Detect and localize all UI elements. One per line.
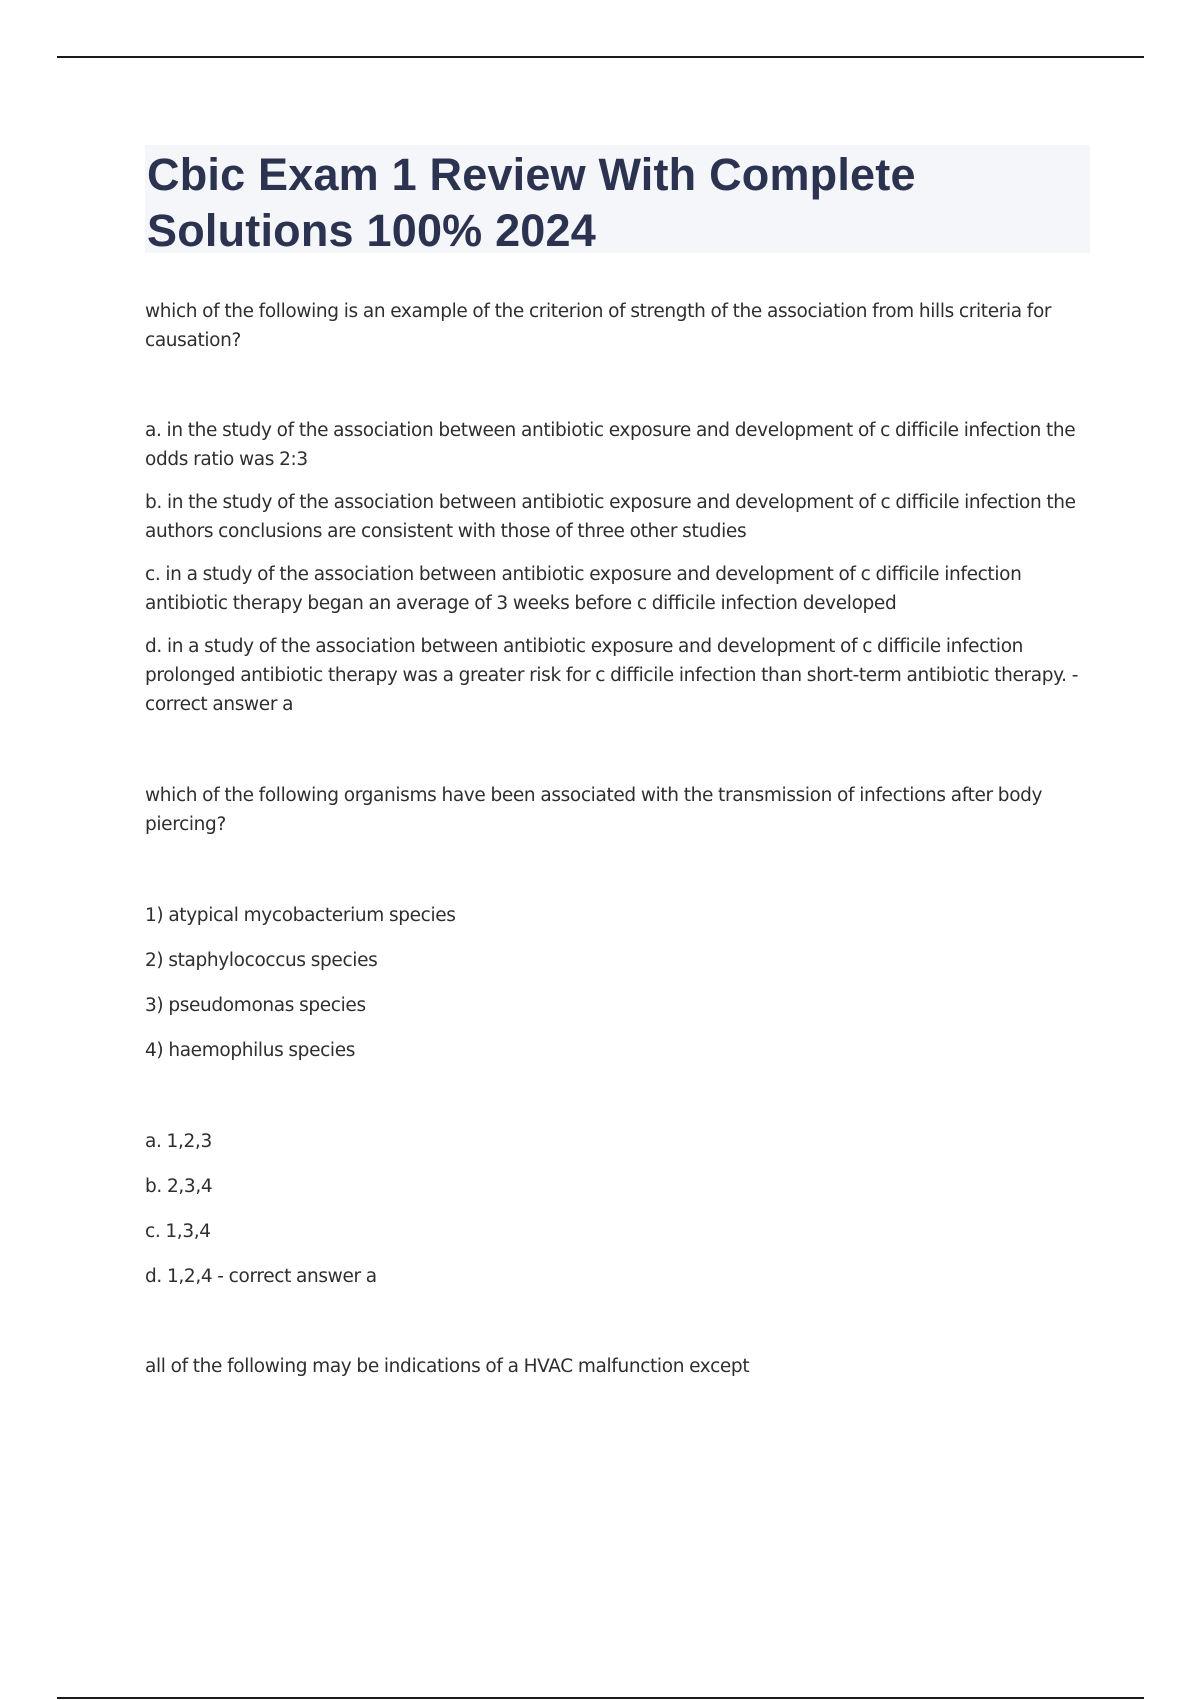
question-3-text: all of the following may be indications of a HVAC malfunction except [145, 1356, 750, 1377]
question-2-item-1: 1) atypical mycobacterium species [145, 905, 456, 926]
question-1-option-b: b. in the study of the association between antibiotic exposure and development of c difficile infection the authors conclusions are consistent with those of three other studies [145, 492, 1076, 542]
title-block [145, 145, 1090, 256]
question-2-item-2: 2) staphylococcus species [145, 950, 378, 971]
question-2-option-c: c. 1,3,4 [145, 1221, 211, 1242]
question-1-text: which of the following is an example of the criterion of strength of the association from hills criteria for causation? [145, 301, 1052, 351]
question-2-option-d: d. 1,2,4 - correct answer a [145, 1266, 377, 1287]
question-2-item-3: 3) pseudomonas species [145, 995, 366, 1016]
question-2-option-b: b. 2,3,4 [145, 1176, 213, 1197]
header-rule [57, 56, 1144, 58]
question-1-option-c: c. in a study of the association between antibiotic exposure and development of c difficile infection antibiotic therapy began an average of 3 weeks before c difficile infection developed [145, 564, 1022, 614]
question-2-item-4: 4) haemophilus species [145, 1040, 356, 1061]
footer-rule [57, 1697, 1144, 1699]
question-2-text: which of the following organisms have been associated with the transmission of infections after body piercing? [145, 785, 1043, 835]
question-1-option-a: a. in the study of the association between antibiotic exposure and development of c difficile infection the odds ratio was 2:3 [145, 420, 1076, 470]
question-2-option-a: a. 1,2,3 [145, 1131, 212, 1152]
document-title: Cbic Exam 1 Review With Complete Solutions 100% 2024 [147, 149, 916, 256]
document-body [145, 145, 1090, 1381]
question-1-option-d: d. in a study of the association between antibiotic exposure and development of c difficile infection prolonged antibiotic therapy was a greater risk for c difficile infection than short-term antibiotic therapy. - correct answer a [145, 636, 1079, 715]
